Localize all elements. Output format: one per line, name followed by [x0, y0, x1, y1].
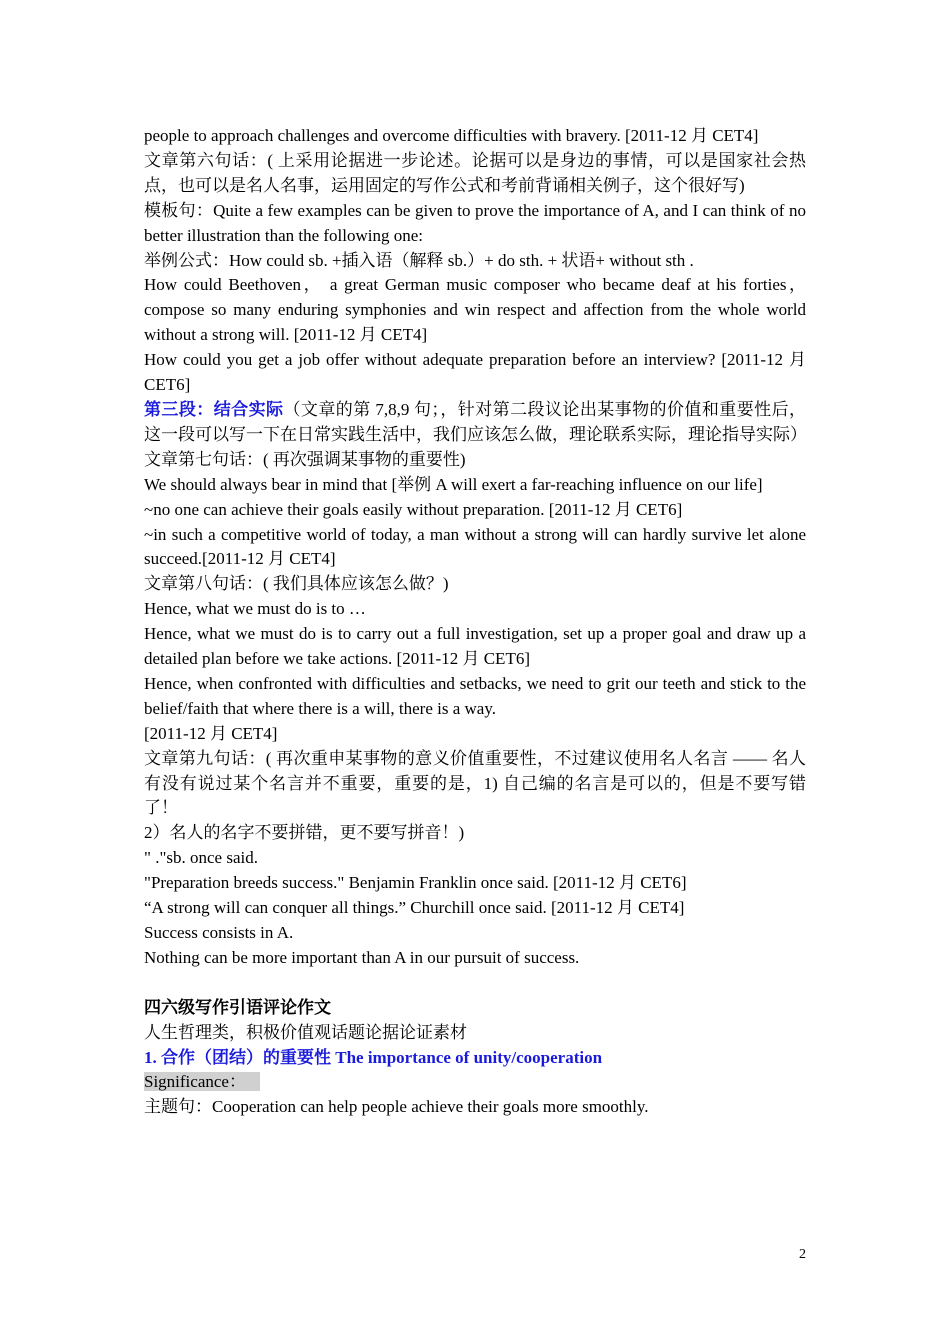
highlighted-label: Significance：	[144, 1072, 260, 1091]
section-title: 四六级写作引语评论作文	[144, 997, 331, 1017]
paragraph-line: 文章第六句话：( 上采用论据进一步论述。论据可以是身边的事情，可以是国家社会热点，也可以是名人名事，运用固定的写作公式和考前背诵相关例子，这个很好写)	[144, 150, 806, 195]
paragraph-line: How could you get a job offer without adequate preparation before an interview? [2011-12 月 CET6]	[144, 350, 806, 395]
paragraph-line: 文章第七句话：( 再次强调某事物的重要性)	[144, 449, 466, 469]
paragraph-line: ~in such a competitive world of today, a man without a strong will can hardly survive let alone succeed.[2011-12 月 CET4]	[144, 524, 806, 569]
paragraph-line: 人生哲理类，积极价值观话题论据论证素材	[144, 1022, 467, 1042]
paragraph-line: people to approach challenges and overcome difficulties with bravery. [2011-12 月 CET4]	[144, 126, 759, 145]
paragraph-line: “A strong will can conquer all things.” Churchill once said. [2011-12 月 CET4]	[144, 898, 685, 918]
paragraph-line: Success consists in A.	[144, 923, 294, 942]
paragraph-line: 模板句：Quite a few examples can be given to prove the importance of A, and I can think of no better illustration than the following one:	[144, 200, 806, 245]
paragraph-line: "Preparation breeds success." Benjamin Franklin once said. [2011-12 月 CET6]	[144, 873, 687, 893]
document-body	[144, 124, 806, 1120]
page-number: 2	[799, 1247, 806, 1262]
paragraph-line: " ."sb. once said.	[144, 848, 258, 868]
paragraph-line: Hence, when confronted with difficulties and setbacks, we need to grit our teeth and stick to the belief/faith that where there is a will, there is a way.	[144, 673, 806, 718]
paragraph-line: We should always bear in mind that [举例 A will exert a far-reaching influence on our life]	[144, 474, 763, 494]
paragraph-line: 举例公式：How could sb. +插入语（解释 sb.）+ do sth. + 状语+ without sth .	[144, 250, 694, 270]
paragraph-line: Nothing can be more important than A in our pursuit of success.	[144, 947, 580, 967]
paragraph-line: How could Beethoven， a great German music composer who became deaf at his forties，compose so many enduring symphonies and win respect and affection from the whole world without a strong will. [2011-12 月 CET4]	[144, 275, 806, 345]
section-heading: 第三段：结合实际	[144, 399, 284, 419]
blank-line	[144, 971, 806, 996]
section-paragraph	[144, 398, 806, 448]
paragraph-line: [2011-12 月 CET4]	[144, 723, 278, 743]
paragraph-line: Hence, what we must do is to …	[144, 599, 366, 619]
paragraph-line: 文章第八句话：( 我们具体应该怎么做？)	[144, 574, 449, 594]
paragraph-line: ~no one can achieve their goals easily without preparation. [2011-12 月 CET6]	[144, 499, 683, 519]
topic-heading: 1. 合作（团结）的重要性 The importance of unity/cooperation	[144, 1047, 603, 1067]
paragraph-line: 主题句：Cooperation can help people achieve their goals more smoothly.	[144, 1097, 649, 1117]
paragraph-line: 2）名人的名字不要拼错，更不要写拼音！)	[144, 823, 465, 843]
section-description: （文章的第 7,8,9 句；，针对第二段议论出某事物的价值和重要性后，这一段可以写一下在日常实践生活中，我们应该怎么做，理论联系实际，理论指导实际）	[144, 399, 807, 444]
paragraph-line: Hence, what we must do is to carry out a full investigation, set up a proper goal and draw up a detailed plan before we take actions. [2011-12 月 CET6]	[144, 624, 806, 669]
highlight-line	[144, 1070, 806, 1095]
paragraph-line: 文章第九句话：( 再次重申某事物的意义价值重要性，不过建议使用名人名言 —— 名人有没有说过某个名言并不重要，重要的是，1) 自己编的名言是可以的，但是不要写错了！	[144, 748, 806, 818]
